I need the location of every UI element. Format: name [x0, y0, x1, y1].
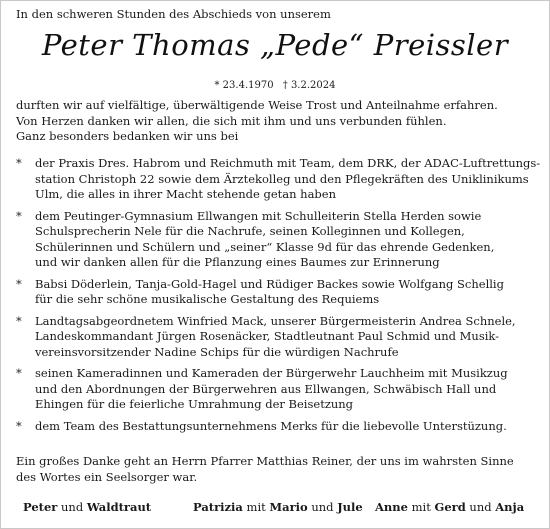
bullet-marker: * [16, 156, 22, 170]
signature-name: Mario [269, 500, 308, 514]
list-line: für die sehr schöne musikalische Gestaltung des Requiems [35, 292, 380, 306]
list-line: und wir danken allen für die Pflanzung eines Baumes zur Erinnerung [35, 255, 440, 269]
list-line: vereinsvorsitzender Nadine Schips für die würdigen Nachrufe [35, 344, 399, 359]
list-item [16, 277, 541, 308]
bullet-marker: * [16, 418, 22, 433]
signature-name: Jule [337, 500, 363, 514]
signature-connector: und [469, 500, 492, 514]
closing-line: des Wortes ein Seelsorger war. [16, 469, 198, 484]
list-item [16, 314, 541, 361]
list-line: der Praxis Dres. Habrom und Reichmuth mit Team, dem DRK, der ADAC-Luftrettungs- [35, 156, 541, 170]
signature-connector: und [311, 500, 334, 514]
death-date: † 3.2.2024 [282, 80, 336, 91]
list-line: Ehingen für die feierliche Umrahmung der Beisetzung [35, 397, 354, 411]
bullet-marker: * [16, 208, 22, 223]
list-item [16, 209, 541, 271]
list-item [16, 419, 541, 435]
thanks-line: Ganz besonders bedanken wir uns bei [16, 129, 239, 143]
list-line: Ulm, die alles in ihrer Macht stehende getan haben [35, 187, 337, 201]
thanks-line: durften wir auf vielfältige, überwältigende Weise Trost und Anteilnahme erfahren. [16, 98, 498, 112]
signature-name: Anne [375, 500, 408, 514]
signature-name: Gerd [434, 500, 466, 514]
list-line: dem Peutinger-Gymnasium Ellwangen mit Schulleiterin Stella Herden sowie [35, 208, 482, 223]
closing-line: Ein großes Danke geht an Herrn Pfarrer Matthias Reiner, der uns im wahrsten Sinne [16, 454, 514, 468]
thanks-list [16, 156, 541, 440]
deceased-name: Peter Thomas „Pede“ Preissler [41, 28, 509, 62]
signature-group [375, 500, 524, 515]
list-line: station Christoph 22 sowie dem Ärztekolleg und den Pflegekräften des Uniklinikums [35, 171, 529, 186]
list-line: Landtagsabgeordnetem Winfried Mack, unserer Bürgermeisterin Andrea Schnele, [35, 313, 516, 328]
bullet-marker: * [16, 276, 22, 291]
thanks-line: Von Herzen danken wir allen, die sich mit ihm und uns verbunden fühlen. [16, 113, 447, 128]
list-line: Schülerinnen und Schülern und „seiner“ Klasse 9d für das ehrende Gedenken, [35, 239, 495, 254]
list-item [16, 156, 541, 203]
birth-date: * 23.4.1970 [214, 80, 274, 91]
bullet-marker: * [16, 313, 22, 328]
signature-name: Patrizia [193, 500, 243, 514]
closing-paragraph [16, 454, 514, 485]
signature-group [193, 500, 363, 515]
list-line: Schulsprecherin Nele für die Nachrufe, seinen Kolleginnen und Kollegen, [35, 224, 465, 238]
list-line: dem Team des Bestattungsunternehmens Merks für die liebevolle Unterstüzung. [35, 418, 507, 433]
signature-name: Peter [23, 500, 58, 514]
signature-connector: mit [411, 500, 431, 514]
signature-group [23, 500, 151, 515]
signature-connector: und [61, 500, 84, 514]
bullet-marker: * [16, 366, 22, 380]
list-line: seinen Kameradinnen und Kameraden der Bürgerwehr Lauchheim mit Musikzug [35, 366, 508, 380]
thanks-paragraph [16, 98, 498, 145]
list-line: und den Abordnungen der Bürgerwehren aus Ellwangen, Schwäbisch Hall und [35, 381, 497, 396]
intro-text: In den schweren Stunden des Abschieds von unserem [16, 7, 331, 21]
list-line: Babsi Döderlein, Tanja-Gold-Hagel und Rüdiger Backes sowie Wolfgang Schellig [35, 276, 504, 291]
list-line: Landeskommandant Jürgen Rosenäcker, Stadtleutnant Paul Schmid und Musik- [35, 329, 500, 343]
life-dates [1, 80, 549, 92]
signature-name: Waldtraut [86, 500, 152, 514]
signature-name: Anja [495, 500, 525, 514]
signature-connector: mit [246, 500, 266, 514]
list-item [16, 366, 541, 413]
